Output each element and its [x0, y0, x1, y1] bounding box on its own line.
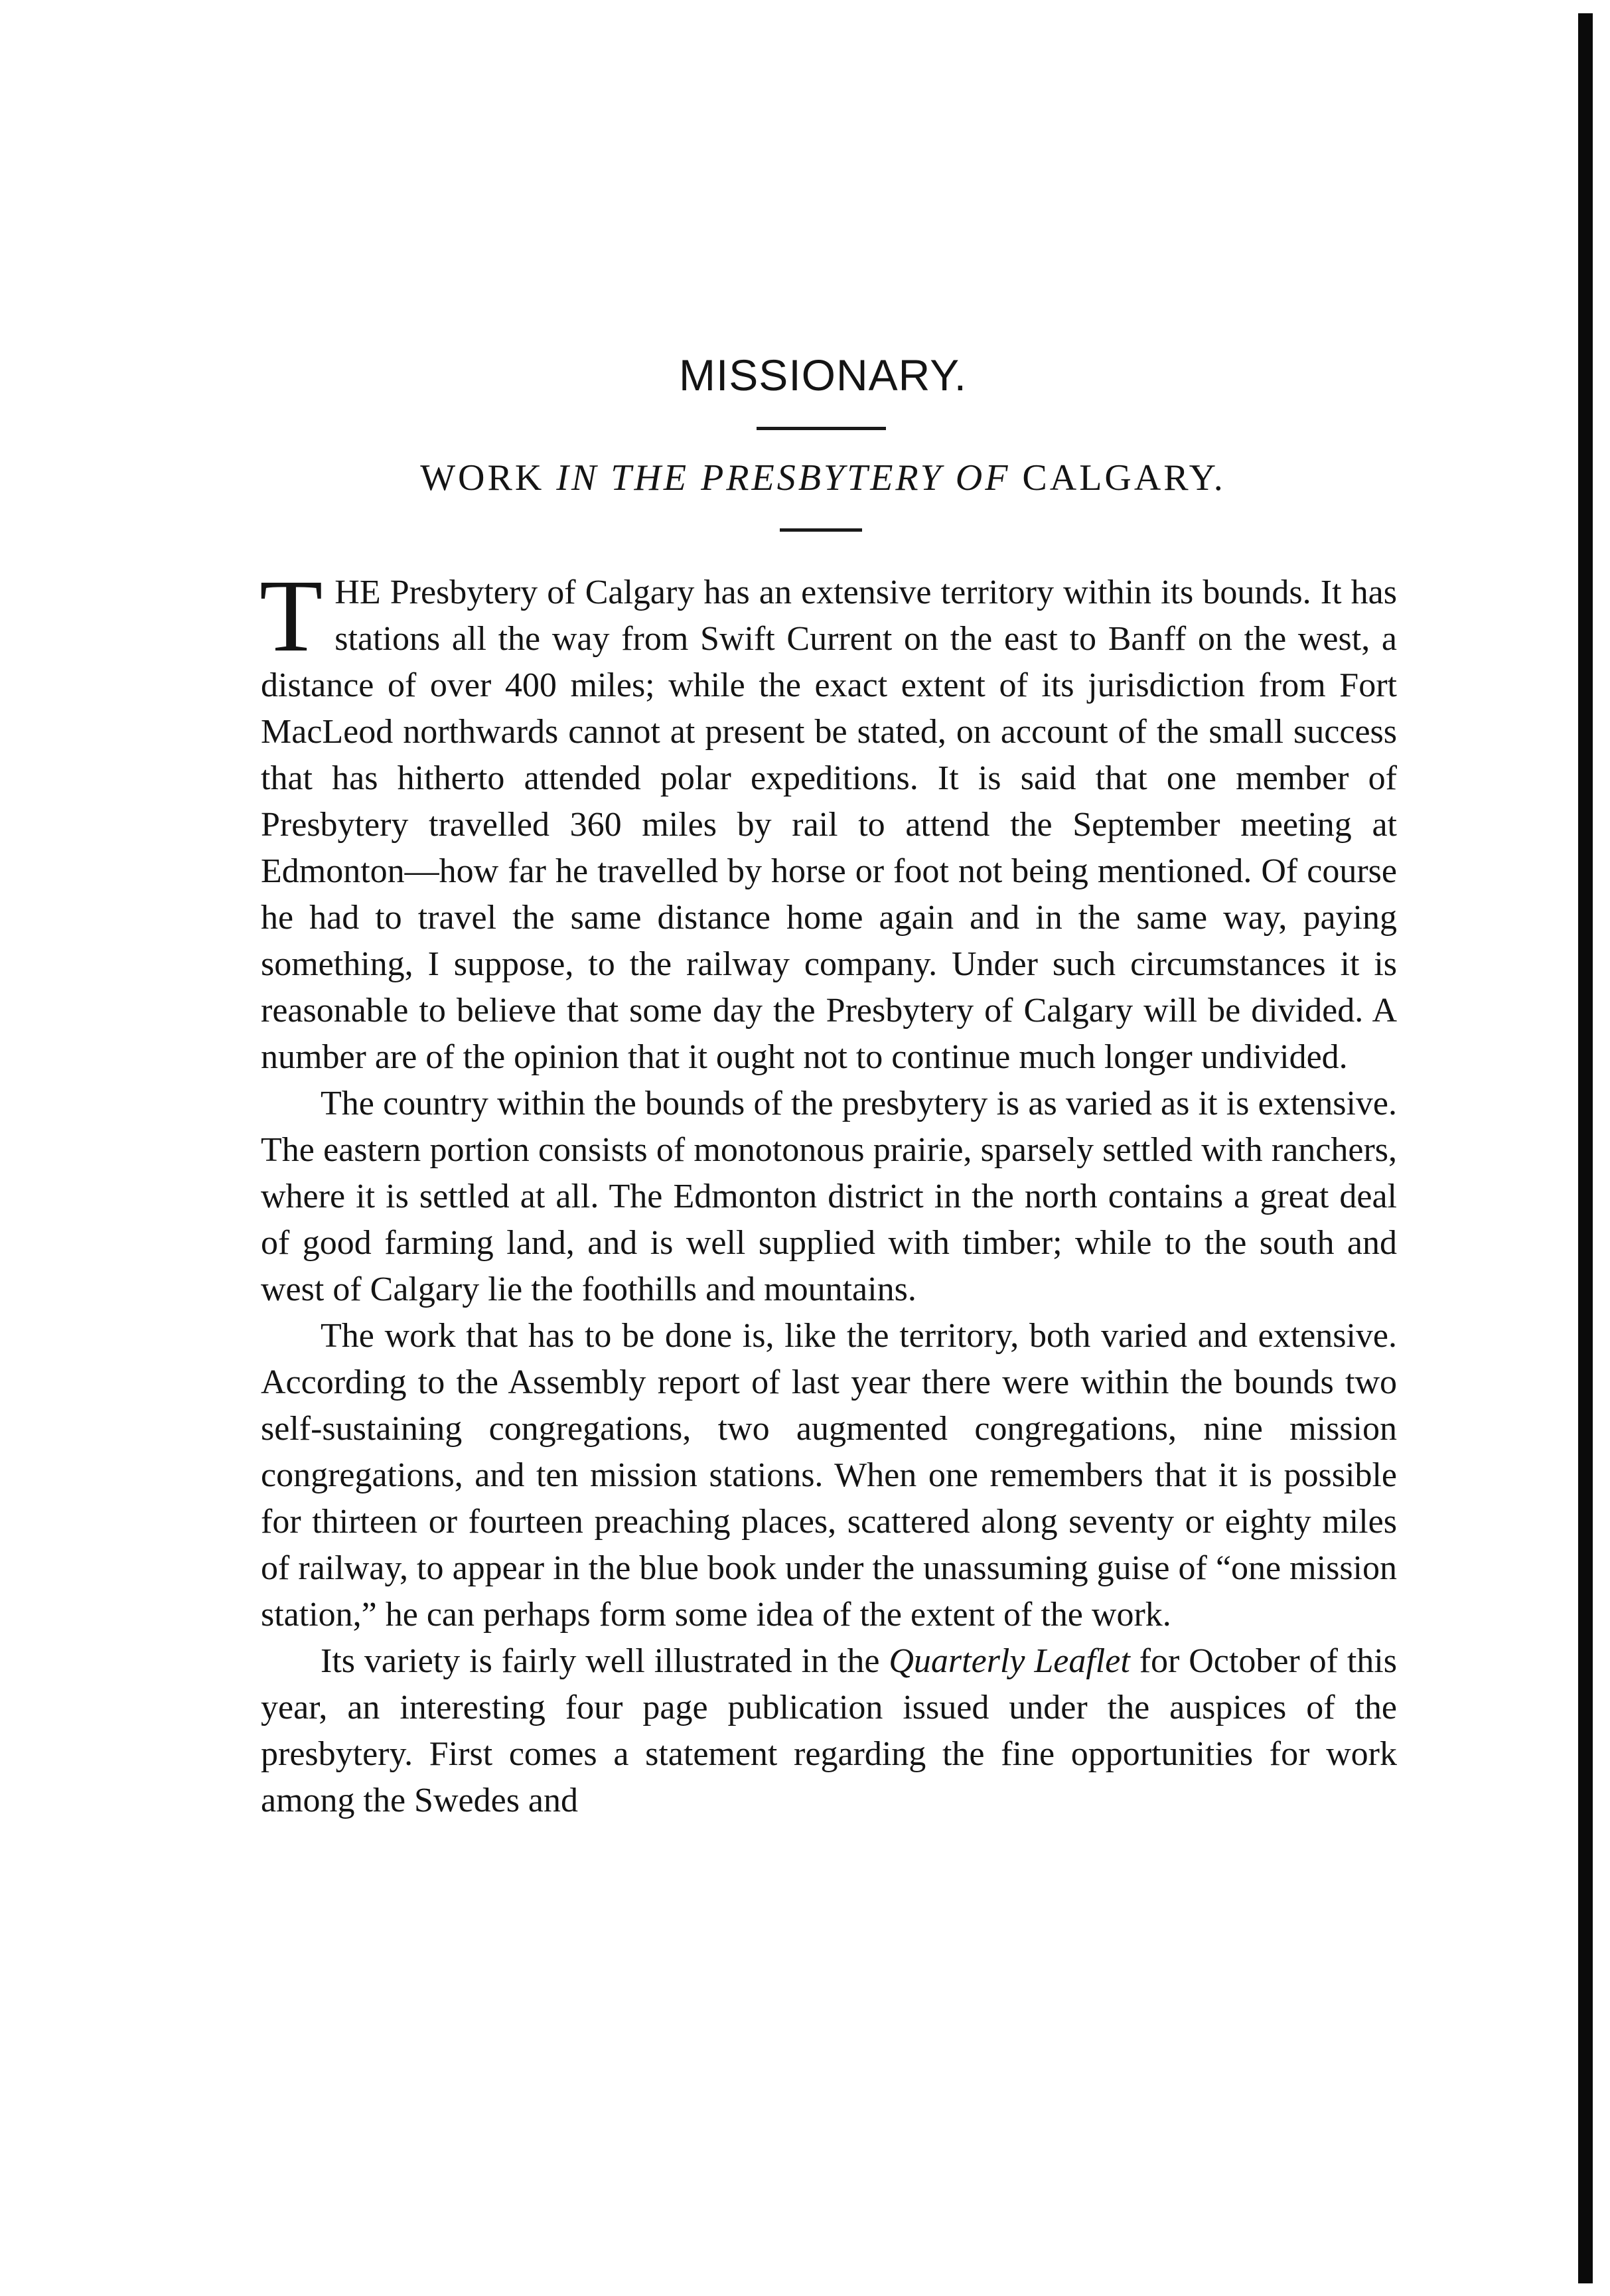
- section-title: MISSIONARY.: [678, 350, 968, 400]
- title-rule-top: [757, 427, 886, 430]
- title-rule-bottom: [780, 528, 862, 532]
- article-title-part: CALGARY.: [1022, 457, 1226, 498]
- paragraph-text: The country within the bounds of the presbytery is as varied as it is extensive. The eastern portion consists of monotonous prairie, sparsely settled with ranchers, where it is settled at all. The Edmonton district in the north contains a great deal of good farming land, and is well supplied with timber; while to the south and west of Calgary lie the foothills and mountains.: [261, 1085, 1397, 1308]
- article-title-part: IN THE: [556, 457, 690, 498]
- paragraph-text: Its variety is fairly well illustrated in the: [321, 1642, 889, 1680]
- paragraph-text: The work that has to be done is, like the territory, both varied and extensive. According to the Assembly report of last year there were within the bounds two self-sustaining congregations, two augmented congregations, nine mission congregations, and ten mission stations. When one remembers that it is possible for thirteen or fourteen preaching places, scattered along seventy or eighty miles of railway, to appear in the blue book under the unassuming guise of “one mission station,” he can perhaps form some idea of the extent of the work.: [261, 1317, 1397, 1634]
- paragraph: [259, 558, 1397, 1081]
- article-body: [259, 558, 1397, 1824]
- article-title-part: WORK: [420, 457, 545, 498]
- paragraph: [261, 1638, 1397, 1824]
- paragraph-text: HE Presbytery of Calgary has an extensive territory within its bounds. It has stations all the way from Swift Current on the east to Banff on the west, a distance of over 400 miles; while the exact extent of its jurisdiction from Fort MacLeod northwards cannot at present be stated, on account of the small success that has hitherto attended polar expeditions. It is said that one member of Presbytery travelled 360 miles by rail to attend the September meeting at Edmonton—how far he travelled by horse or foot not being mentioned. Of course he had to travel the same distance home again and in the same way, paying something, I suppose, to the railway company. Under such circumstances it is reasonable to believe that some day the Presbytery of Calgary will be divided. A number are of the opinion that it ought not to continue much longer undivided.: [261, 574, 1397, 1076]
- paragraph: [261, 1081, 1397, 1313]
- page-edge-shadow: [1578, 13, 1593, 2283]
- article-title-part: PRESBYTERY: [701, 457, 944, 498]
- paragraph: [261, 1313, 1397, 1638]
- paragraph-text: for October of this year, an interesting four page publication issued under the auspices of the presbytery. First comes a statement regarding the fine opportunities for work among the Swedes and: [261, 1642, 1397, 1819]
- publication-title: Quarterly Leaflet: [889, 1642, 1130, 1680]
- article-title-part: OF: [955, 457, 1011, 498]
- article-title: [259, 455, 1387, 501]
- drop-cap: T: [259, 558, 323, 673]
